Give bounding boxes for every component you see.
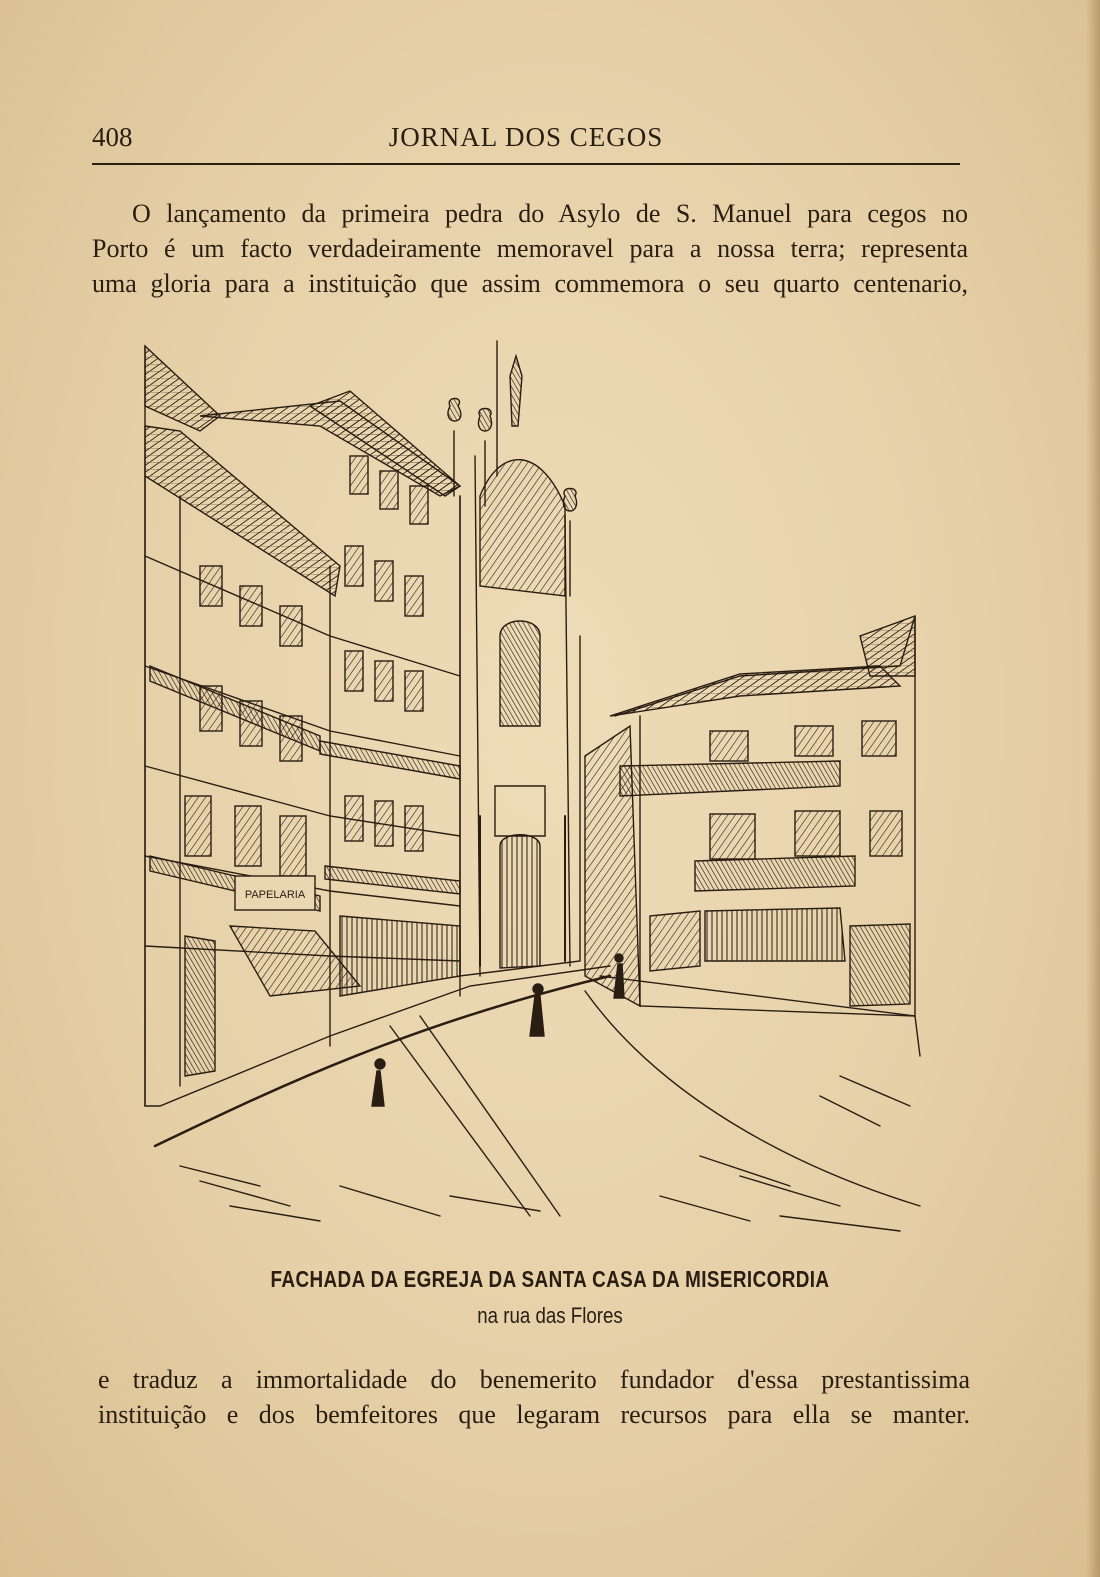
paragraph-line: uma gloria para a instituição que assim commemora o seu quarto centenario, bbox=[92, 269, 968, 298]
paragraph-line: Porto é um facto verdadeiramente memoravel para a nossa terra; representa bbox=[92, 234, 968, 263]
intro-paragraph bbox=[92, 196, 968, 301]
page-number: 408 bbox=[92, 122, 133, 152]
illustration-caption-title: FACHADA DA EGREJA DA SANTA CASA DA MISERICORDIA bbox=[270, 1266, 830, 1292]
paragraph-line: instituição e dos bemfeitores que legaram recursos para ella se manter. bbox=[98, 1400, 970, 1429]
paragraph-line: e traduz a immortalidade do benemerito fundador d'essa prestantissima bbox=[98, 1365, 970, 1394]
illustration-caption-subtitle: na rua das Flores bbox=[477, 1303, 623, 1328]
church-facade-engraving bbox=[140, 336, 930, 1236]
page-edge-shadow bbox=[1086, 0, 1100, 1577]
shop-sign-text: PAPELARIA bbox=[244, 889, 306, 901]
running-header bbox=[92, 118, 960, 158]
header-rule bbox=[92, 163, 960, 165]
journal-title: JORNAL DOS CEGOS bbox=[388, 122, 664, 152]
closing-paragraph bbox=[98, 1362, 970, 1432]
paragraph-line: O lançamento da primeira pedra do Asylo de S. Manuel para cegos no bbox=[132, 199, 968, 228]
